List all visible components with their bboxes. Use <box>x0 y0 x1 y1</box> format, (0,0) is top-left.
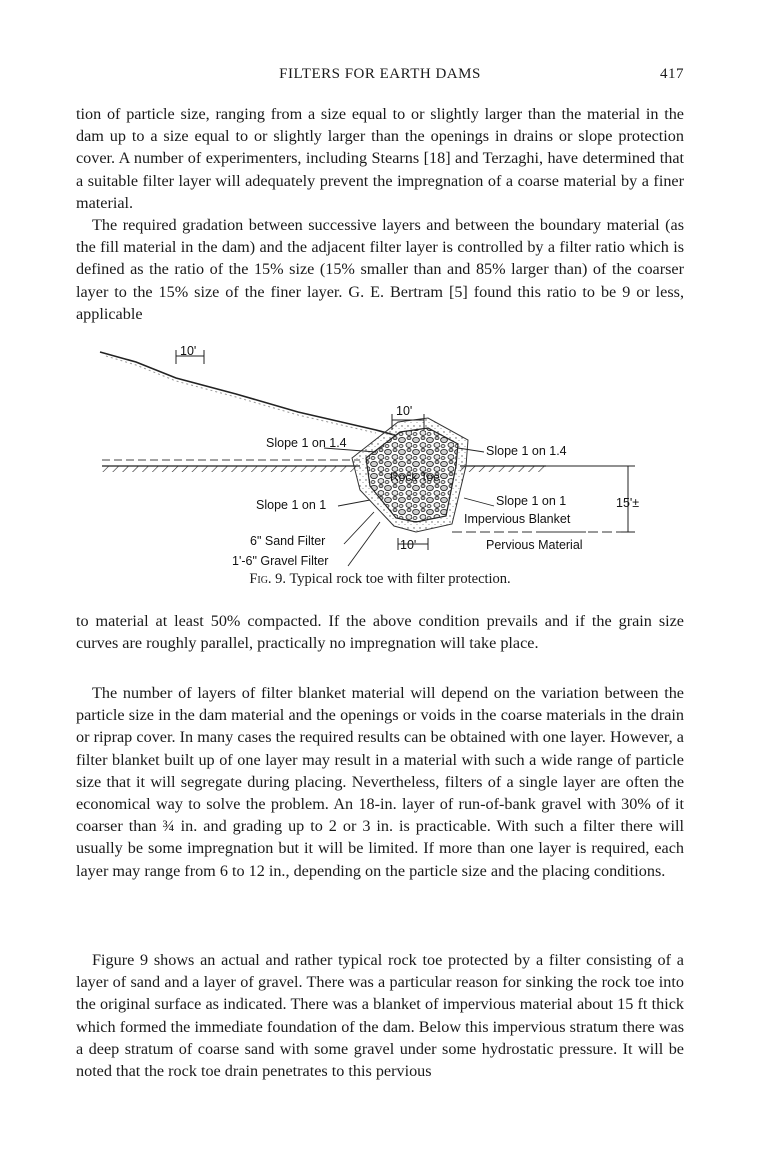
caption-text: Typical rock toe with filter protection. <box>289 571 511 587</box>
label-slope-lower-left: Slope 1 on 1 <box>256 498 327 512</box>
paragraph-5: Figure 9 shows an actual and rather typical rock toe protected by a filter consisting of a layer of sand and a layer of gravel. There was a particular reason for sinking the rock toe into the original surface as indicated. There was a blanket of impervious material about 15 ft thick which formed the immediate foundation of the dam. Below this impervious stratum there was a deep stratum of coarse sand with some gravel under some hydrostatic pressure. It will be noted that the rock toe drain penetrates to this pervious <box>76 951 684 1081</box>
dim-label-bottom: 10' <box>400 538 417 552</box>
label-slope-lower-right: Slope 1 on 1 <box>496 494 567 508</box>
ground-hatch-left <box>102 466 360 472</box>
paragraph-3: to material at least 50% compacted. If the above condition prevails and if the grain size curves are roughly parallel, practically no impregnation will take place. <box>76 612 684 653</box>
ground-hatch-right <box>460 466 546 472</box>
label-sand-filter: 6" Sand Filter <box>250 534 326 548</box>
dam-slope <box>100 352 398 436</box>
paragraph-4: The number of layers of filter blanket material will depend on the variation between the particle size in the dam material and the openings or voids in the coarse materials in the drain or riprap cover. In many cases the required results can be obtained with one layer. However, a filter blanket built up of one layer may result in a material with such a wide range of particle size that it will segregate during placing. Nevertheless, filters of a single layer are often the economical way to solve the problem. An 18-in. layer of run-of-bank gravel with 30% of it coarser than ¾ in. and grading up to 2 or 3 in. is practicable. With such a filter there will usually be some impregnation but it will be limited. If more than one layer is required, each layer may range from 6 to 12 in., depending on the particle size and the placing conditions. <box>76 684 684 880</box>
leader-sand <box>344 512 374 544</box>
running-head <box>76 66 684 88</box>
figure-9 <box>76 340 684 608</box>
label-depth: 15'± <box>616 496 640 510</box>
figure-caption <box>76 571 684 588</box>
caption-number: Fig. 9. <box>249 571 287 587</box>
leader-gravel <box>348 522 380 566</box>
label-pervious-material: Pervious Material <box>486 538 583 552</box>
label-impervious-blanket: Impervious Blanket <box>464 512 571 526</box>
paragraph-2: The required gradation between successive layers and between the boundary material (as the fill material in the dam) and the adjacent filter layer is controlled by a filter ratio which is defined as the ratio of the 15% size (15% smaller than and 85% larger than) of the coarser layer to the 15% size of the finer layer. G. E. Bertram [5] found this ratio to be 9 or less, applicable <box>76 216 684 323</box>
leader-slope-ll <box>338 500 370 506</box>
page-number: 417 <box>660 66 684 82</box>
label-gravel-filter: 1'-6" Gravel Filter <box>232 554 329 568</box>
label-slope-upper-right: Slope 1 on 1.4 <box>486 444 567 458</box>
rock-toe-diagram <box>76 340 684 570</box>
label-slope-upper-left: Slope 1 on 1.4 <box>266 436 347 450</box>
label-rock-toe: Rock Toe <box>390 470 440 484</box>
dim-label-top-mid: 10' <box>396 404 413 418</box>
leader-slope-lr <box>464 498 494 506</box>
running-title: FILTERS FOR EARTH DAMS <box>279 66 481 82</box>
dim-label-top-left: 10' <box>180 344 197 358</box>
paragraph-1: tion of particle size, ranging from a size equal to or slightly larger than the material in the dam up to a size equal to or slightly larger than the openings in drains or slope protection cover. A number of experimenters, including Stearns [18] and Terzaghi, have determined that a suitable filter layer will adequately prevent the impregnation of a coarse material by a finer material. <box>76 105 684 212</box>
